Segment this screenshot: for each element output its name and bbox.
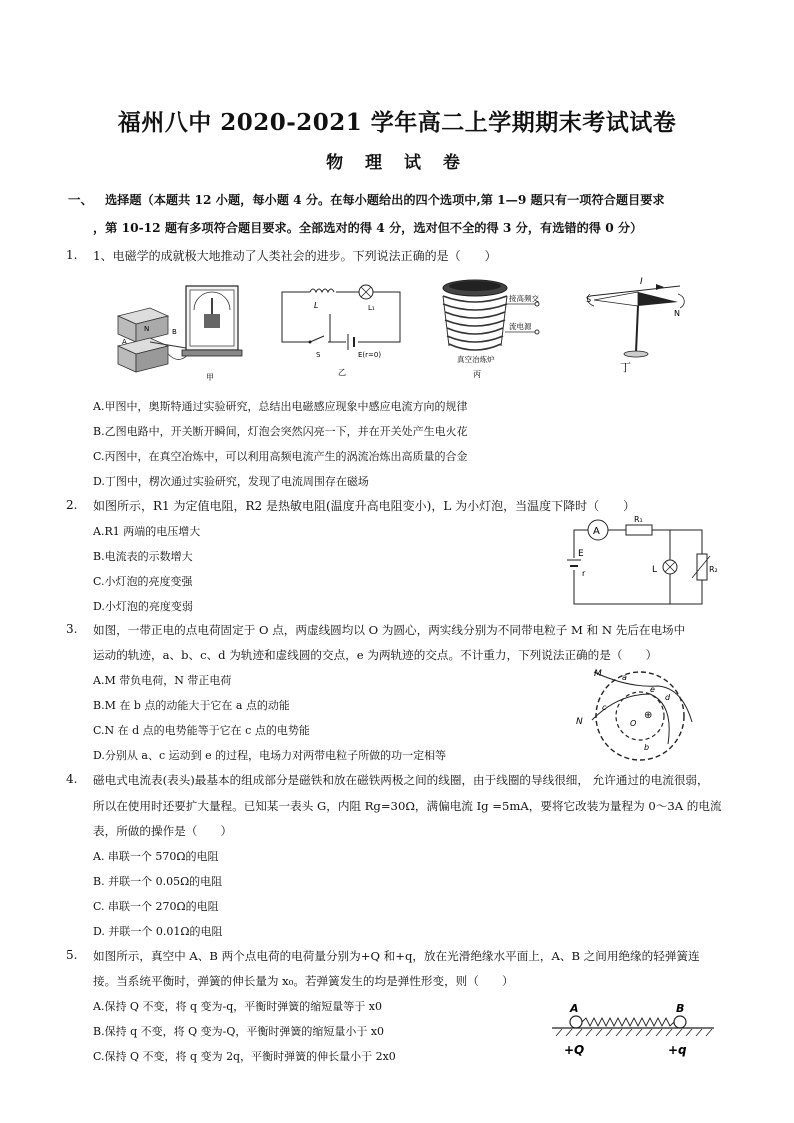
question-stem: 所以在使用时还要扩大量程。已知某一表头 G，内阻 Rg=30Ω，满偏电流 Ig =5mA，要将它改装为量程为 0～3A 的电流: [93, 799, 722, 813]
option-a: A.保持 Q 不变，将 q 变为-q，平衡时弹簧的缩短量等于 x0: [93, 1000, 382, 1013]
label-m: M: [594, 669, 602, 679]
figure-ding: [580, 272, 690, 382]
question-stem: 磁电式电流表(表头)最基本的组成部分是磁铁和放在磁铁两极之间的线圈，由于线圈的导线很细， 允许通过的电流很弱，: [93, 773, 709, 787]
label-n-pole: N: [674, 309, 680, 318]
figure-jia: [110, 276, 260, 386]
label-a: a: [622, 673, 627, 682]
label-l1: L₁: [368, 304, 375, 312]
label-jia: 甲: [206, 373, 214, 382]
option-d: D.丁图中，楞次通过实验研究，发现了电流周围存在磁场: [93, 475, 369, 488]
option-c: C. 串联一个 270Ω的电阻: [93, 900, 219, 913]
question-number: 5.: [66, 948, 78, 962]
option-d: D.小灯泡的亮度变弱: [93, 600, 193, 613]
positive-charge-icon: ⊕: [644, 710, 653, 721]
label-o: O: [630, 719, 637, 728]
option-b: B. 并联一个 0.05Ω的电阻: [93, 875, 223, 888]
label-ding: 丁: [620, 361, 631, 374]
label-s-pole: S: [586, 295, 592, 304]
option-d: D.分别从 a、c 运动到 e 的过程，电场力对两带电粒子所做的功一定相等: [93, 749, 447, 762]
question-stem: 如图所示，真空中 A、B 两个点电荷的电荷量分别为+Q 和+q，放在光滑绝缘水平面上，A、B 之间用绝缘的轻弹簧连: [93, 949, 700, 963]
label-i: I: [640, 277, 643, 287]
label-furnace-name: 真空冶炼炉: [457, 355, 495, 364]
option-b: B.保持 q 不变，将 Q 变为-Q，平衡时弹簧的缩短量小于 x0: [93, 1025, 385, 1038]
label-d: d: [665, 693, 671, 702]
label-r2: R₂: [709, 565, 718, 574]
section-number: 一、: [68, 192, 94, 207]
label-l: L: [314, 301, 319, 310]
label-yi: 乙: [338, 368, 346, 377]
label-c: c: [602, 703, 607, 712]
label-a: A: [570, 1002, 579, 1015]
question-stem: 如图，一带正电的点电荷固定于 O 点，两虚线圆均以 O 为圆心，两实线分别为不同带电粒子 M 和 N 先后在电场中: [93, 623, 686, 637]
label-b: b: [644, 743, 650, 752]
option-a: A.R1 两端的电压增大: [93, 525, 201, 538]
question-number: 1.: [66, 248, 78, 262]
option-a: A. 串联一个 570Ω的电阻: [93, 850, 219, 863]
option-a: A.甲图中，奥斯特通过实验研究，总结出电磁感应现象中感应电流方向的规律: [93, 400, 468, 413]
section-heading-line1: 选择题（本题共 12 小题，每小题 4 分。在每小题给出的四个选项中,第 1—9 题只有一项符合题目要求: [105, 193, 665, 207]
question-stem: 接。当系统平衡时，弹簧的伸长量为 x₀。若弹簧发生的均是弹性形变，则（ ）: [93, 974, 514, 988]
label-plus-q-big: +Q: [564, 1043, 585, 1057]
figure-yi: [270, 282, 415, 382]
option-d: D. 并联一个 0.01Ω的电阻: [93, 925, 223, 938]
label-b: B: [676, 1002, 685, 1015]
question-stem: 1、电磁学的成就极大地推动了人类社会的进步。下列说法正确的是（ ）: [93, 249, 497, 263]
label-e: E(r=0): [358, 351, 382, 359]
label-s: S: [316, 351, 321, 359]
option-c: C.N 在 d 点的电势能等于它在 c 点的电势能: [93, 724, 310, 737]
question-stem: 如图所示，R1 为定值电阻，R2 是热敏电阻(温度升高电阻变小)，L 为小灯泡，当温度下降时（ ）: [93, 499, 636, 513]
section-heading-line2: ，第 10-12 题有多项符合题目要求。全部选对的得 4 分，选对但不全的得 3 分，有选错的得 0 分）: [93, 221, 643, 235]
option-c: C.保持 Q 不变，将 q 变为 2q，平衡时弹簧的伸长量小于 2x0: [93, 1050, 396, 1063]
label-furnace-hf: 接高频交: [509, 294, 539, 303]
label-ammeter: A: [593, 526, 600, 537]
option-b: B.M 在 b 点的动能大于它在 a 点的动能: [93, 699, 290, 712]
label-r1: R₁: [634, 515, 643, 524]
figure-bing: [425, 274, 575, 384]
option-a: A.M 带负电荷，N 带正电荷: [93, 674, 232, 687]
figure-q5-spring: [548, 1000, 718, 1064]
figure-q3-field: [570, 664, 710, 764]
option-c: C.丙图中，在真空冶炼中，可以利用高频电流产生的涡流冶炼出高质量的合金: [93, 450, 468, 463]
label-b: B: [172, 328, 177, 336]
question-stem: 表，所做的操作是（ ）: [93, 824, 233, 838]
label-a: A: [122, 338, 127, 346]
label-n: N: [144, 325, 150, 333]
question-number: 3.: [66, 622, 78, 636]
label-internal-r: r: [582, 569, 586, 578]
label-bing: 丙: [473, 370, 481, 379]
question-number: 2.: [66, 498, 78, 512]
label-lamp: L: [652, 565, 658, 575]
option-c: C.小灯泡的亮度变强: [93, 575, 193, 588]
exam-subtitle: 物 理 试 卷: [326, 153, 468, 173]
label-e: e: [650, 685, 655, 694]
question-number: 4.: [66, 772, 78, 786]
question-stem: 运动的轨迹，a、b、c、d 为轨迹和虚线圆的交点，e 为两轨迹的交点。不计重力，下列说法正确的是（ ）: [93, 648, 658, 662]
label-n: N: [576, 717, 583, 727]
label-plus-q-small: +q: [668, 1043, 687, 1057]
label-furnace-src: 流电源: [509, 322, 532, 331]
exam-title: 福州八中 2020-2021 学年高二上学期期末考试试卷: [117, 109, 677, 136]
option-b: B.电流表的示数增大: [93, 550, 193, 563]
option-b: B.乙图电路中，开关断开瞬间，灯泡会突然闪亮一下，并在开关处产生电火花: [93, 425, 468, 438]
label-emf: E: [578, 549, 584, 559]
figure-q2-circuit: [560, 510, 720, 612]
